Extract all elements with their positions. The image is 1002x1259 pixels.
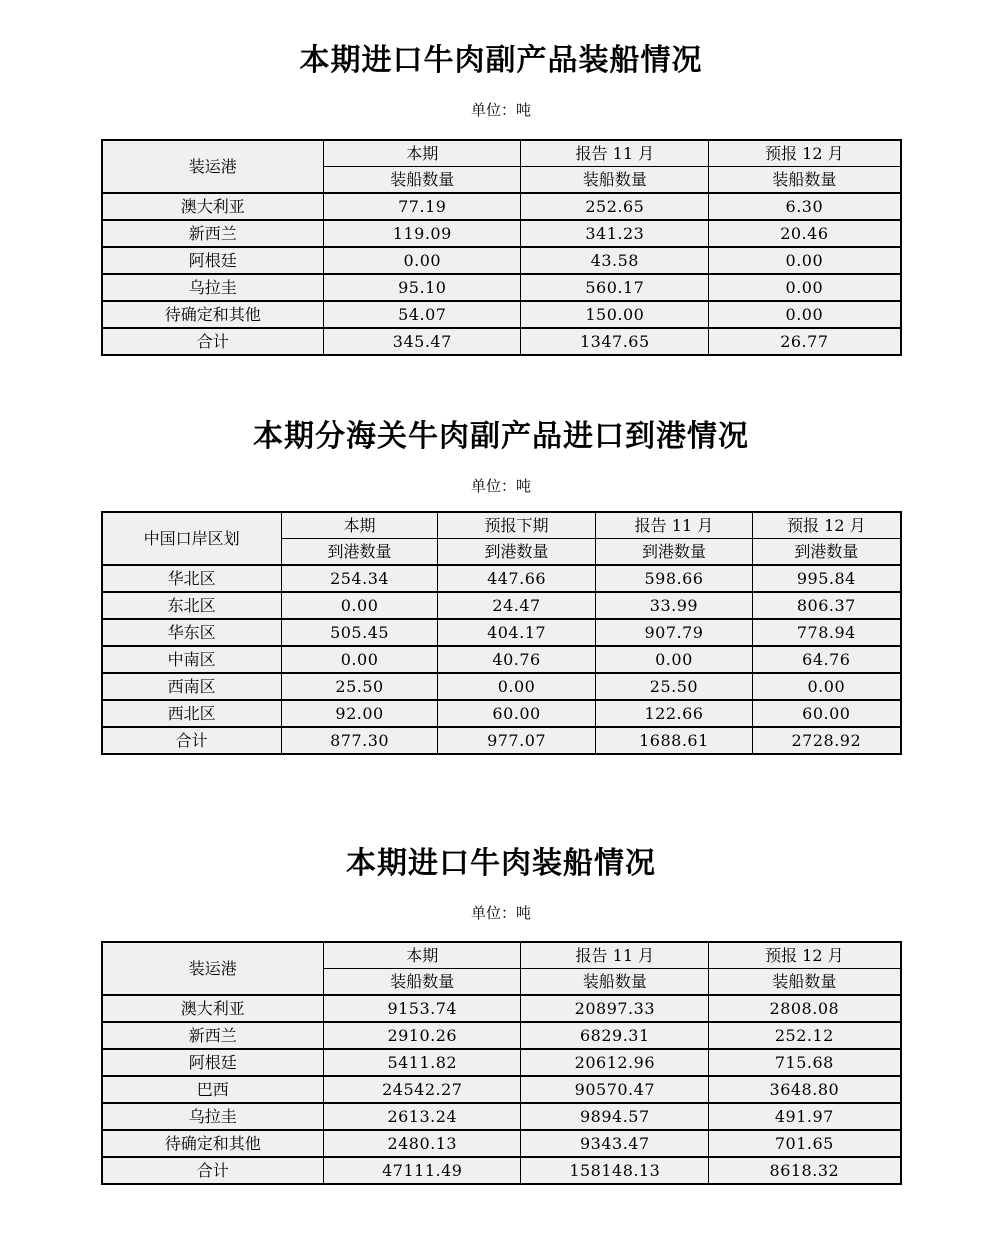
value-cell: 252.65	[521, 193, 709, 220]
value-cell: 6.30	[709, 193, 901, 220]
row-header-label: 装运港	[102, 140, 324, 193]
row-label-cell: 合计	[102, 727, 282, 754]
table-row	[102, 193, 901, 220]
row-label-cell: 巴西	[102, 1076, 324, 1103]
beef-shipment-table	[101, 941, 902, 1185]
row-label-cell: 澳大利亚	[102, 193, 324, 220]
value-cell: 2613.24	[324, 1103, 521, 1130]
section-title: 本期分海关牛肉副产品进口到港情况	[253, 419, 749, 454]
value-cell: 3648.80	[709, 1076, 901, 1103]
row-label-cell: 乌拉圭	[102, 274, 324, 301]
column-group-header: 报告 11 月	[521, 942, 709, 969]
column-group-header: 报告 11 月	[595, 512, 752, 539]
table-row	[102, 619, 901, 646]
row-label-cell: 西北区	[102, 700, 282, 727]
row-label-cell: 澳大利亚	[102, 995, 324, 1022]
column-sub-header: 到港数量	[753, 539, 901, 566]
row-label-cell: 华东区	[102, 619, 282, 646]
value-cell: 715.68	[709, 1049, 901, 1076]
table-row	[102, 1022, 901, 1049]
value-cell: 0.00	[709, 301, 901, 328]
column-group-header: 预报 12 月	[753, 512, 901, 539]
row-header-label: 中国口岸区划	[102, 512, 282, 565]
unit-label: 单位：吨	[470, 101, 531, 119]
value-cell: 701.65	[709, 1130, 901, 1157]
section-title: 本期进口牛肉装船情况	[346, 846, 656, 881]
value-cell: 9153.74	[324, 995, 521, 1022]
value-cell: 2910.26	[324, 1022, 521, 1049]
column-sub-header: 到港数量	[438, 539, 595, 566]
table-row	[102, 700, 901, 727]
value-cell: 254.34	[281, 565, 438, 592]
value-cell: 560.17	[521, 274, 709, 301]
value-cell: 150.00	[521, 301, 709, 328]
row-label-cell: 阿根廷	[102, 247, 324, 274]
column-group-header: 预报 12 月	[709, 140, 901, 167]
value-cell: 54.07	[324, 301, 521, 328]
row-label-cell: 西南区	[102, 673, 282, 700]
value-cell: 43.58	[521, 247, 709, 274]
value-cell: 77.19	[324, 193, 521, 220]
column-sub-header: 到港数量	[595, 539, 752, 566]
row-label-cell: 乌拉圭	[102, 1103, 324, 1130]
table-row	[102, 1049, 901, 1076]
column-sub-header: 装船数量	[709, 167, 901, 194]
value-cell: 20.46	[709, 220, 901, 247]
row-label-cell: 合计	[102, 328, 324, 355]
value-cell: 877.30	[281, 727, 438, 754]
value-cell: 20612.96	[521, 1049, 709, 1076]
table-row	[102, 565, 901, 592]
table-row	[102, 1130, 901, 1157]
value-cell: 8618.32	[709, 1157, 901, 1184]
table-row	[102, 646, 901, 673]
value-cell: 47111.49	[324, 1157, 521, 1184]
table-row	[102, 673, 901, 700]
value-cell: 158148.13	[521, 1157, 709, 1184]
row-header-label: 装运港	[102, 942, 324, 995]
value-cell: 9343.47	[521, 1130, 709, 1157]
value-cell: 122.66	[595, 700, 752, 727]
column-sub-header: 装船数量	[324, 969, 521, 996]
byproduct-shipment-table	[101, 139, 902, 356]
total-row	[102, 328, 901, 355]
column-sub-header: 装船数量	[709, 969, 901, 996]
column-sub-header: 装船数量	[521, 167, 709, 194]
total-row	[102, 1157, 901, 1184]
value-cell: 2728.92	[753, 727, 901, 754]
column-group-header: 报告 11 月	[521, 140, 709, 167]
header-row-periods	[102, 942, 901, 969]
column-group-header: 本期	[324, 140, 521, 167]
value-cell: 92.00	[281, 700, 438, 727]
value-cell: 0.00	[709, 274, 901, 301]
unit-label: 单位：吨	[470, 477, 531, 495]
value-cell: 995.84	[753, 565, 901, 592]
column-group-header: 预报 12 月	[709, 942, 901, 969]
value-cell: 0.00	[324, 247, 521, 274]
value-cell: 95.10	[324, 274, 521, 301]
value-cell: 25.50	[595, 673, 752, 700]
value-cell: 907.79	[595, 619, 752, 646]
table-row	[102, 1076, 901, 1103]
row-label-cell: 合计	[102, 1157, 324, 1184]
value-cell: 6829.31	[521, 1022, 709, 1049]
value-cell: 0.00	[753, 673, 901, 700]
table-row	[102, 247, 901, 274]
row-label-cell: 东北区	[102, 592, 282, 619]
value-cell: 64.76	[753, 646, 901, 673]
column-sub-header: 装船数量	[521, 969, 709, 996]
table-row	[102, 301, 901, 328]
total-row	[102, 727, 901, 754]
table-row	[102, 220, 901, 247]
table-row	[102, 592, 901, 619]
row-label-cell: 新西兰	[102, 220, 324, 247]
value-cell: 1688.61	[595, 727, 752, 754]
table-row	[102, 995, 901, 1022]
value-cell: 9894.57	[521, 1103, 709, 1130]
value-cell: 491.97	[709, 1103, 901, 1130]
row-label-cell: 待确定和其他	[102, 301, 324, 328]
value-cell: 40.76	[438, 646, 595, 673]
value-cell: 505.45	[281, 619, 438, 646]
value-cell: 33.99	[595, 592, 752, 619]
report-page	[0, 42, 1002, 1259]
value-cell: 252.12	[709, 1022, 901, 1049]
value-cell: 977.07	[438, 727, 595, 754]
header-row-periods	[102, 512, 901, 539]
value-cell: 25.50	[281, 673, 438, 700]
value-cell: 404.17	[438, 619, 595, 646]
value-cell: 2480.13	[324, 1130, 521, 1157]
row-label-cell: 中南区	[102, 646, 282, 673]
value-cell: 345.47	[324, 328, 521, 355]
header-row-periods	[102, 140, 901, 167]
column-sub-header: 到港数量	[281, 539, 438, 566]
unit-label: 单位：吨	[470, 904, 531, 922]
value-cell: 0.00	[281, 646, 438, 673]
value-cell: 24542.27	[324, 1076, 521, 1103]
table-row	[102, 1103, 901, 1130]
value-cell: 24.47	[438, 592, 595, 619]
value-cell: 0.00	[595, 646, 752, 673]
value-cell: 0.00	[281, 592, 438, 619]
column-group-header: 本期	[324, 942, 521, 969]
value-cell: 1347.65	[521, 328, 709, 355]
value-cell: 60.00	[438, 700, 595, 727]
row-label-cell: 新西兰	[102, 1022, 324, 1049]
value-cell: 0.00	[438, 673, 595, 700]
value-cell: 806.37	[753, 592, 901, 619]
section-byproduct-shipment	[0, 42, 1002, 356]
column-sub-header: 装船数量	[324, 167, 521, 194]
row-label-cell: 华北区	[102, 565, 282, 592]
value-cell: 90570.47	[521, 1076, 709, 1103]
value-cell: 119.09	[324, 220, 521, 247]
table-row	[102, 274, 901, 301]
value-cell: 778.94	[753, 619, 901, 646]
value-cell: 20897.33	[521, 995, 709, 1022]
page-title: 本期进口牛肉副产品装船情况	[299, 43, 703, 78]
column-group-header: 预报下期	[438, 512, 595, 539]
value-cell: 26.77	[709, 328, 901, 355]
value-cell: 2808.08	[709, 995, 901, 1022]
value-cell: 447.66	[438, 565, 595, 592]
value-cell: 60.00	[753, 700, 901, 727]
section-byproduct-arrival	[0, 418, 1002, 755]
value-cell: 598.66	[595, 565, 752, 592]
value-cell: 0.00	[709, 247, 901, 274]
byproduct-arrival-table	[101, 511, 902, 755]
value-cell: 5411.82	[324, 1049, 521, 1076]
row-label-cell: 阿根廷	[102, 1049, 324, 1076]
row-label-cell: 待确定和其他	[102, 1130, 324, 1157]
column-group-header: 本期	[281, 512, 438, 539]
value-cell: 341.23	[521, 220, 709, 247]
section-beef-shipment	[0, 845, 1002, 1185]
